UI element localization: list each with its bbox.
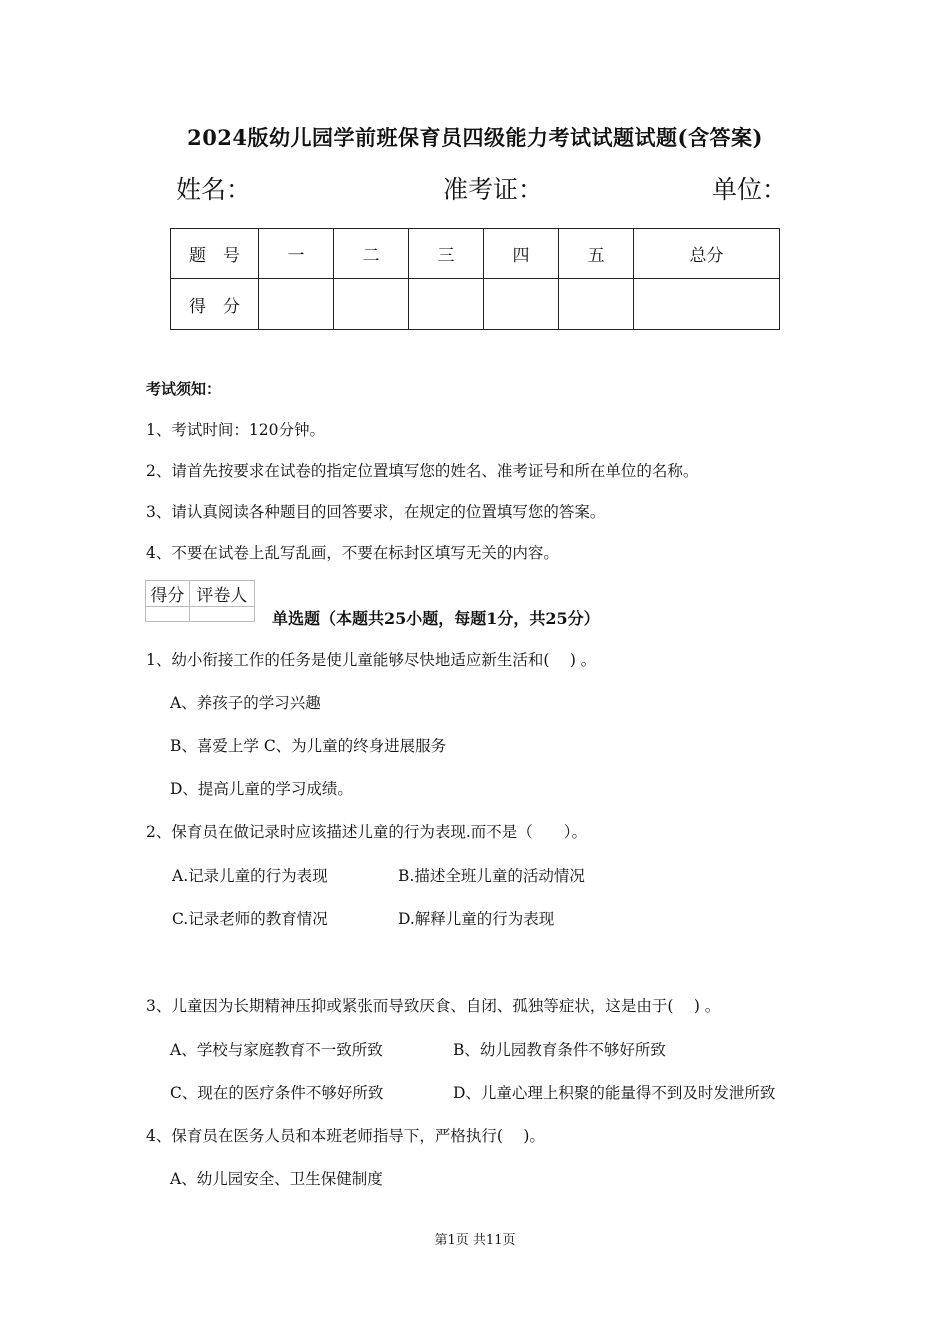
score-cell-total[interactable] bbox=[634, 279, 780, 330]
score-header-3: 三 bbox=[409, 229, 484, 279]
grader-table bbox=[145, 580, 255, 622]
score-header-1: 一 bbox=[259, 229, 334, 279]
score-table bbox=[170, 228, 780, 330]
score-cell-2[interactable] bbox=[334, 279, 409, 330]
question-option: A、养孩子的学习兴趣 bbox=[170, 694, 321, 712]
notice-item: 1、考试时间：120分钟。 bbox=[146, 421, 325, 439]
score-cell-5[interactable] bbox=[559, 279, 634, 330]
score-header-5: 五 bbox=[559, 229, 634, 279]
score-cell-3[interactable] bbox=[409, 279, 484, 330]
question-option: A.记录儿童的行为表现 bbox=[172, 867, 328, 885]
score-header-total: 总分 bbox=[634, 229, 780, 279]
question-stem: 4、保育员在医务人员和本班老师指导下，严格执行( )。 bbox=[146, 1127, 545, 1145]
page-title: 2024版幼儿园学前班保育员四级能力考试试题试题(含答案) bbox=[187, 125, 763, 150]
question-option: B、喜爱上学 C、为儿童的终身进展服务 bbox=[170, 737, 447, 755]
page-footer: 第1页 共11页 bbox=[434, 1233, 516, 1248]
grader-score-cell[interactable] bbox=[146, 607, 190, 622]
question-option: B.描述全班儿童的活动情况 bbox=[398, 867, 585, 885]
notice-item: 2、请首先按要求在试卷的指定位置填写您的姓名、准考证号和所在单位的名称。 bbox=[146, 462, 699, 480]
question-option: A、幼儿园安全、卫生保健制度 bbox=[170, 1170, 383, 1188]
score-header-label: 题 号 bbox=[171, 229, 259, 279]
question-stem: 2、保育员在做记录时应该描述儿童的行为表现.而不是（ ）。 bbox=[146, 823, 588, 841]
question-stem: 1、幼小衔接工作的任务是使儿童能够尽快地适应新生活和( ) 。 bbox=[146, 651, 597, 669]
exam-number-label: 准考证： bbox=[443, 175, 544, 204]
question-stem: 3、儿童因为长期精神压抑或紧张而导致厌食、自闭、孤独等症状，这是由于( ) 。 bbox=[146, 997, 721, 1015]
section-title: 单选题（本题共25小题，每题1分，共25分） bbox=[272, 609, 600, 628]
score-cell-4[interactable] bbox=[484, 279, 559, 330]
question-option: D、儿童心理上积聚的能量得不到及时发泄所致 bbox=[453, 1084, 776, 1102]
grader-name-label: 评卷人 bbox=[189, 581, 254, 607]
grader-score-label: 得分 bbox=[146, 581, 190, 607]
score-cell-1[interactable] bbox=[259, 279, 334, 330]
question-option: C、现在的医疗条件不够好所致 bbox=[170, 1084, 384, 1102]
question-option: C.记录老师的教育情况 bbox=[172, 910, 328, 928]
name-label: 姓名： bbox=[176, 175, 252, 204]
unit-label: 单位： bbox=[712, 175, 788, 204]
notice-item: 4、不要在试卷上乱写乱画，不要在标封区填写无关的内容。 bbox=[146, 544, 559, 562]
grader-name-cell[interactable] bbox=[189, 607, 254, 622]
score-header-4: 四 bbox=[484, 229, 559, 279]
question-option: B、幼儿园教育条件不够好所致 bbox=[453, 1041, 666, 1059]
question-option: A、学校与家庭教育不一致所致 bbox=[170, 1041, 383, 1059]
question-option: D.解释儿童的行为表现 bbox=[398, 910, 555, 928]
notice-item: 3、请认真阅读各种题目的回答要求，在规定的位置填写您的答案。 bbox=[146, 503, 606, 521]
question-option: D、提高儿童的学习成绩。 bbox=[170, 780, 353, 798]
score-row-label: 得 分 bbox=[171, 279, 259, 330]
score-header-2: 二 bbox=[334, 229, 409, 279]
notice-heading: 考试须知： bbox=[146, 380, 222, 398]
